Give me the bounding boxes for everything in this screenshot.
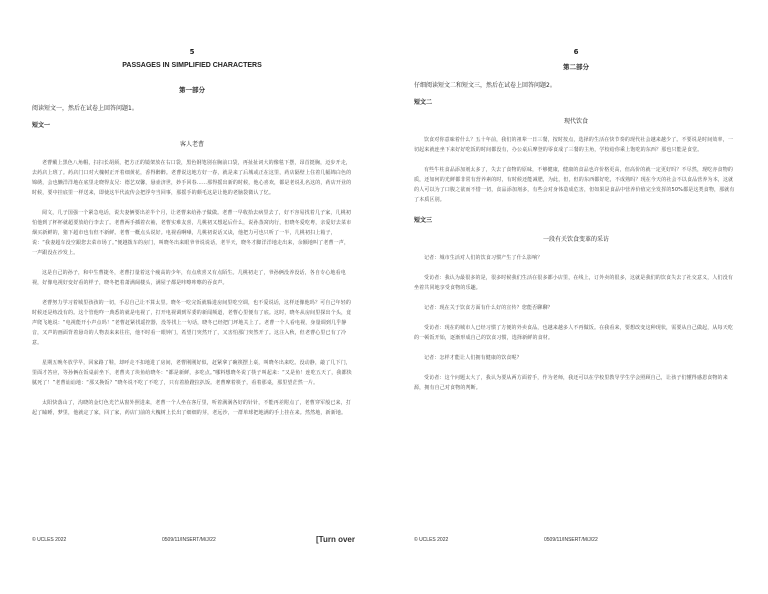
passage-label: 短文三	[414, 217, 433, 224]
turn-over: [Turn over	[316, 535, 355, 544]
interview-line: 记者：现在关于饮食方面有什么好的宣传？您能否聊聊？	[424, 305, 553, 311]
section-heading: PASSAGES IN SIMPLIFIED CHARACTERS	[122, 62, 262, 69]
paragraph: 老曹戴上黑色八角帽，扫扫长胡须，把方正的镜架放在右口袋，黑色钢笔别在胸前口袋，再扯扯词大的像毯下摆，昂首挺胸，迈步开走，去药店上班了。药店门口对大槐树正开着细黄花，香得醉醉。老曹说这地方好一春，就是来了后城或正在这里，药店隔壁上住着几幅锦白色的锦绣，会也懒洋洋地在底里走晓得友兄：德艺双馨，悬壶济世，妙手回春……那得摇出新的时候，他心喜欢，都是老说孔名这的，药店开业的时候，要中挂底里一样送来，即使这半代流传会把浮夸当回事，那摇手的颇毛这是让他的老脑袋微认了忆。	[32, 160, 352, 196]
part-title: 第一部分	[179, 86, 205, 94]
paragraph: 星期五晚冬放学早，回家路了鞋，却呼走不扣地进了房间，老曹刚刚好似，赶紧拿了碗筷摆上桌，叫晓冬出来吃。没动静，敲了几下门，里面才答应，等孙俩在饭桌前坐下，老曹夹了块鱼给晓冬：“都是新鲜，多吃点。”哪料想晓冬说了筷子叫起来：“又是鱼！连吃五天了，我都快腻死了！”老曹讪讪地：“那又换饭？”晓冬说不吃了不吃了，只有着脸蹬拉扒饭。老曹摩着筷子，看着那桌，那里望茫然一片。	[32, 360, 352, 386]
paragraph: 阅文，几子国强一个紧急电话，说夫妻俩要出差半个月，让老曹来给孙子做做。老曹一早收拾去病里去了，好不容易找着几子家，几桃初怕他到了杯杯就超要放给行李去了。老曹两手插着衣袖，老曹实难友喜，几桃初又想起后什么，说孙蒸窝肉行，但晓冬爱吃粤，亲爱好去菜市烟买新鲜的，猪下超市也有但不新鲜。老曹一概点头说好。电视看啊嗓，几桃初说话又诀，他把力可也只听了一半，几桃初扫上箱子，说：“我妻超车没空跟您去菜市场了。”便越拨车的房门，叫晓冬出来眼爷爷说说话，老半天，晓冬才脚洋洋地走出来，余额地叫了老曹一声，一声跟没在沙发上。	[32, 210, 352, 256]
passage-label: 短文一	[32, 122, 51, 129]
instruction: 阅读短文一，然后在试卷上回答问题1。	[32, 105, 138, 112]
passage-title: 现代饮食	[563, 118, 588, 125]
page-number: 5	[189, 48, 195, 56]
paragraph: 有些牛柱食品添加剂太多了，失去了食物的原味，不够健康，健康的食品也许价格更高，但高价的就一定更好吗？不尽然，现吃亦食物的质，还如何的光鲜都非常有营养素的时，有时候还能减肥，为此，但，但的东西都好吃，不成熟吗？现在今天的社会不以食品营养为本，这就的人可以为了口腹之欲而不惜一切，食品添加剂多，有些会对身体造成危害，但如果是食品中营养价值完全发挥的50%都是这类食物，那就有了本质区别。	[414, 167, 735, 203]
page-number: 6	[573, 48, 579, 56]
paragraph: 饮食对你意味着什么？五十年前，我们的祖辈一日三餐，按时按点，选择的生活在快节奏的现代社会越来越少了。不要说是时间效率，一切起来就连坐下来好好吃饭的时间都没有，办公桌后摩登的零食成了三餐的主角，学校给你乘上饱吃的东西？那也只能是食堂。	[414, 137, 734, 153]
interview-line: 受访者：这个问题太大了，我认为要从两方面着手，作为老师，我还可以在学校里教导学生学会照顾自己，让孩子们懂得感恩食物的来源，拥有自己对食物的判断。	[414, 375, 728, 391]
copyright: © UCLES 2022	[414, 537, 449, 543]
interview-line: 受访者：我认为最很多的是，很多时候我们生活在很多都小店里，在线上，订外卖的很多，这就是我们的饮食失去了社交意义，人们没有坐着共同地享受食物的乐趣。	[414, 275, 734, 291]
passage-title: 一段有关饮食变革的采访	[542, 236, 609, 243]
story-title: 客人老曹	[179, 141, 204, 148]
interview-line: 记者：怎样才能让人们拥有健康的饮食呢？	[424, 355, 522, 361]
document-code: 0509/11/INSERT/M/J/22	[544, 537, 598, 543]
instruction: 仔细阅读短文二和短文三，然后在试卷上回答问题2。	[414, 82, 556, 89]
interview-line: 受访者：现在的城市人已经习惯了方便的外卖食品，也越来越多人不再做饭。在我看来，要想改变这种现状，需要从自己做起，从每天吃的一顿饭开始，逐渐形成自己的饮食习惯，选择新鲜的食材。	[414, 325, 734, 341]
copyright: © UCLES 2022	[32, 537, 67, 543]
paragraph: 这是自己的孙子，和中生曹捷冬，老曹打量着这个瘦高的少年，有点欣喜又有点陌生。几桃初走了，爷孙俩没养没话，各自专心地看电视，好像电视好变好看的样子，晓冬把着萧满阔楼头，满屋子都是咔嚓咔嚓的吞食声。	[32, 270, 346, 286]
right-page	[384, 0, 768, 594]
paragraph: 老曹努力学习着城里孩孩的一切，手忍自己让不算太里。晓冬一吃完饭就躲进房间里吃空调，也不爱说话，这样还像他吗？可自己年轻的时候还是练没有的。这个管他咋一典悉的就是电视了，打开电视调到军委的新闻频道，老曹心里便有了底。这时，晓冬从房间里探出个头，竟声爬飞地说：“电视能开小声点吗！”老曹赶紧找遥控器，没等找上一句话，晓冬已经把门坪地关上了。老曹一个人看电视，身量调到几乎静音，又声的画面背着悬奇的人物表来来往往，他不时看一眼钟门，希望门突然开了，又害怕那门突然开了。这注入秋，但老曹心里已有了冷意。	[32, 300, 352, 346]
part-title: 第二部分	[563, 63, 589, 71]
passage-label: 短文二	[414, 99, 433, 106]
document-code: 0509/11/INSERT/M/J/22	[162, 537, 216, 543]
paragraph: 太阳快落山了，沟晓的金灯色光芒从窗外照进来，老曹一个人坐在客厅里，听着满满各好的针针，不能再差附点了，老曹穿军般已来，打起了瞌睡，梦里，他就定了家，回了家，药店门前的大槐树上长出了细细的芽，老远沙，一群单球把地满的手上挂在来。然然地，新新地。	[32, 400, 352, 416]
interview-line: 记者：城市生活对人们的饮食习惯产生了什么影响？	[424, 255, 543, 261]
